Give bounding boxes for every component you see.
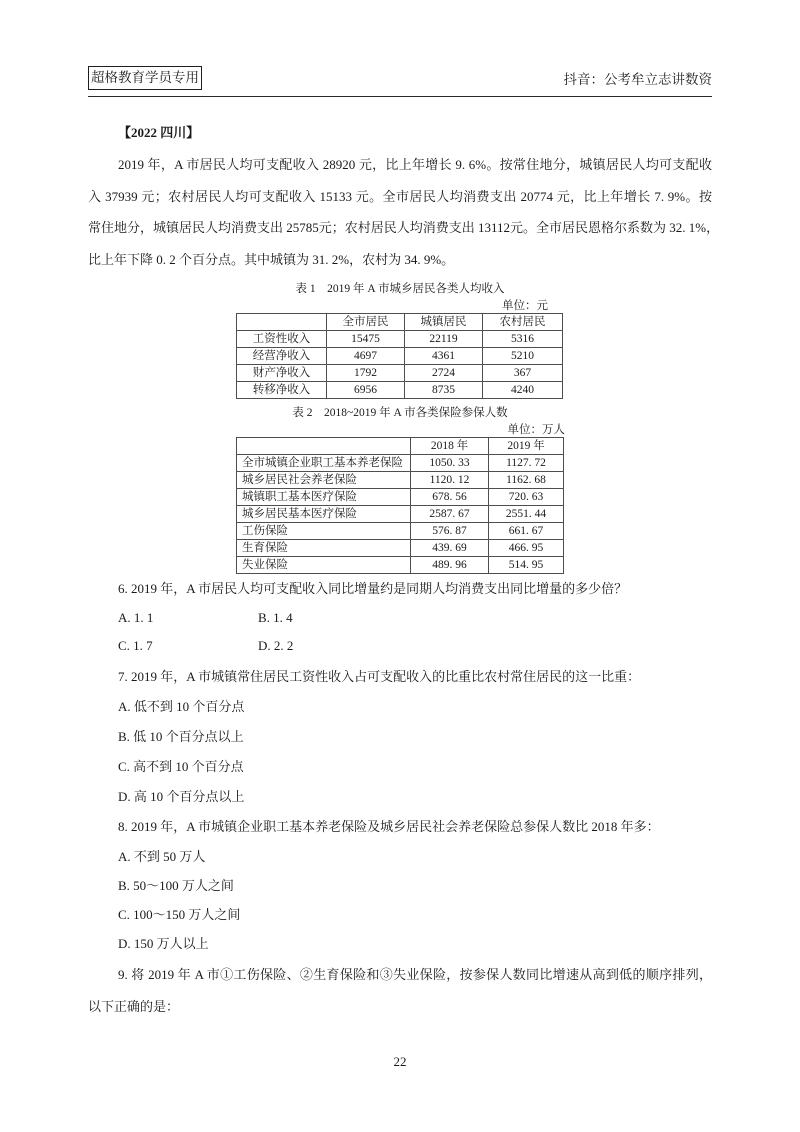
table2-cell: 1127. 72 [489,455,564,472]
header-channel: 抖音：公考牟立志讲数资 [563,72,712,87]
table2-cell: 2587. 67 [411,506,489,523]
question-option: B. 低 10 个百分点以上 [118,729,244,744]
table2-row-label: 失业保险 [237,557,411,574]
table1-cell: 22119 [405,331,483,348]
question-stem: 9. 将 2019 年 A 市①工伤保险、②生育保险和③失业保险，按参保人数同比增速从高到低的顺序排列， [118,967,712,982]
table2-row [237,455,564,472]
question-option: C. 1. 7 [118,638,153,653]
table2-cell: 2551. 44 [489,506,564,523]
table1-row [237,348,563,365]
table1-row [237,365,563,382]
table2-header-row [237,438,564,455]
table2-row-label: 城乡居民基本医疗保险 [237,506,411,523]
table1-cell: 4361 [405,348,483,365]
question-option: C. 高不到 10 个百分点 [118,759,244,774]
question-option: B. 1. 4 [258,610,293,625]
table2-row [237,472,564,489]
table2-cell: 514. 95 [489,557,564,574]
question-stem: 7. 2019 年，A 市城镇常住居民工资性收入占可支配收入的比重比农村常住居民的这一比重： [118,669,641,684]
table2-cell: 466. 95 [489,540,564,557]
table1-corner-cell [237,314,327,331]
table1-row-label: 经营净收入 [237,348,327,365]
question-option: A. 低不到 10 个百分点 [118,699,245,714]
question-option: A. 不到 50 万人 [118,849,206,864]
table1-row-label: 工资性收入 [237,331,327,348]
table1-cell: 15475 [327,331,405,348]
table1-unit: 单位：元 [502,300,548,312]
table2-row [237,557,564,574]
table2-cell: 489. 96 [411,557,489,574]
table2-row [237,523,564,540]
question-option: A. 1. 1 [118,610,154,625]
table2-cell: 576. 87 [411,523,489,540]
table2-cell: 439. 69 [411,540,489,557]
table2-cell: 678. 56 [411,489,489,506]
table1-cell: 4240 [483,382,563,399]
material-line: 常住地分，城镇居民人均消费支出 25785元；农村居民人均消费支出 13112元。全市居民恩格尔系数为 32. 1%， [88,220,720,235]
question-stem: 8. 2019 年，A 市城镇企业职工基本养老保险及城乡居民社会养老保险总参保人数比 2018 年多： [118,819,660,834]
table2-row-label: 生育保险 [237,540,411,557]
table2-row-label: 工伤保险 [237,523,411,540]
table2-cell: 1050. 33 [411,455,489,472]
table2-cell: 1162. 68 [489,472,564,489]
table1-cell: 6956 [327,382,405,399]
table1-cell: 5316 [483,331,563,348]
table1-cell: 8735 [405,382,483,399]
question-option: D. 2. 2 [258,638,294,653]
table1-col-header: 全市居民 [327,314,405,331]
table1-cell: 367 [483,365,563,382]
table1-cell: 2724 [405,365,483,382]
table1-header-row [237,314,563,331]
table2 [236,437,564,574]
header-badge: 超格教育学员专用 [88,66,202,90]
table2-cell: 1120. 12 [411,472,489,489]
question-stem-continued: 以下正确的是： [88,999,180,1014]
material-line: 2019 年，A 市居民人均可支配收入 28920 元，比上年增长 9. 6%。按常住地分，城镇居民人均可支配收 [118,157,712,172]
table2-cell: 661. 67 [489,523,564,540]
material-line: 比上年下降 0. 2 个百分点。其中城镇为 31. 2%，农村为 34. 9%。 [88,252,455,267]
table2-title: 表 2 2018~2019 年 A 市各类保险参保人数 [292,407,508,419]
table1-cell: 4697 [327,348,405,365]
table2-row [237,540,564,557]
table1-row-label: 财产净收入 [237,365,327,382]
header-divider [88,96,712,97]
table1-col-header: 城镇居民 [405,314,483,331]
page-number: 22 [393,1054,407,1069]
table1-title: 表 1 2019 年 A 市城乡居民各类人均收入 [295,283,505,295]
table1-cell: 5210 [483,348,563,365]
table1-row [237,382,563,399]
table1-cell: 1792 [327,365,405,382]
question-option: C. 100～150 万人之间 [118,907,241,922]
table2-col-header: 2018 年 [411,438,489,455]
material-line: 入 37939 元；农村居民人均可支配收入 15133 元。全市居民人均消费支出 20774 元，比上年增长 7. 9%。按 [88,189,712,204]
table1-col-header: 农村居民 [483,314,563,331]
question-option: B. 50～100 万人之间 [118,878,234,893]
table2-row-label: 城乡居民社会养老保险 [237,472,411,489]
table2-unit: 单位：万人 [507,424,565,436]
table2-row-label: 城镇职工基本医疗保险 [237,489,411,506]
table2-row-label: 全市城镇企业职工基本养老保险 [237,455,411,472]
table2-cell: 720. 63 [489,489,564,506]
question-option: D. 150 万人以上 [118,936,209,951]
question-source: 【2022 四川】 [118,125,200,140]
table1-row [237,331,563,348]
question-option: D. 高 10 个百分点以上 [118,789,245,804]
table2-row [237,489,564,506]
table2-row [237,506,564,523]
table1 [236,313,563,399]
table1-row-label: 转移净收入 [237,382,327,399]
question-stem: 6. 2019 年，A 市居民人均可支配收入同比增量约是同期人均消费支出同比增量的多少倍？ [118,581,628,596]
table2-col-header: 2019 年 [489,438,564,455]
table2-corner-cell [237,438,411,455]
